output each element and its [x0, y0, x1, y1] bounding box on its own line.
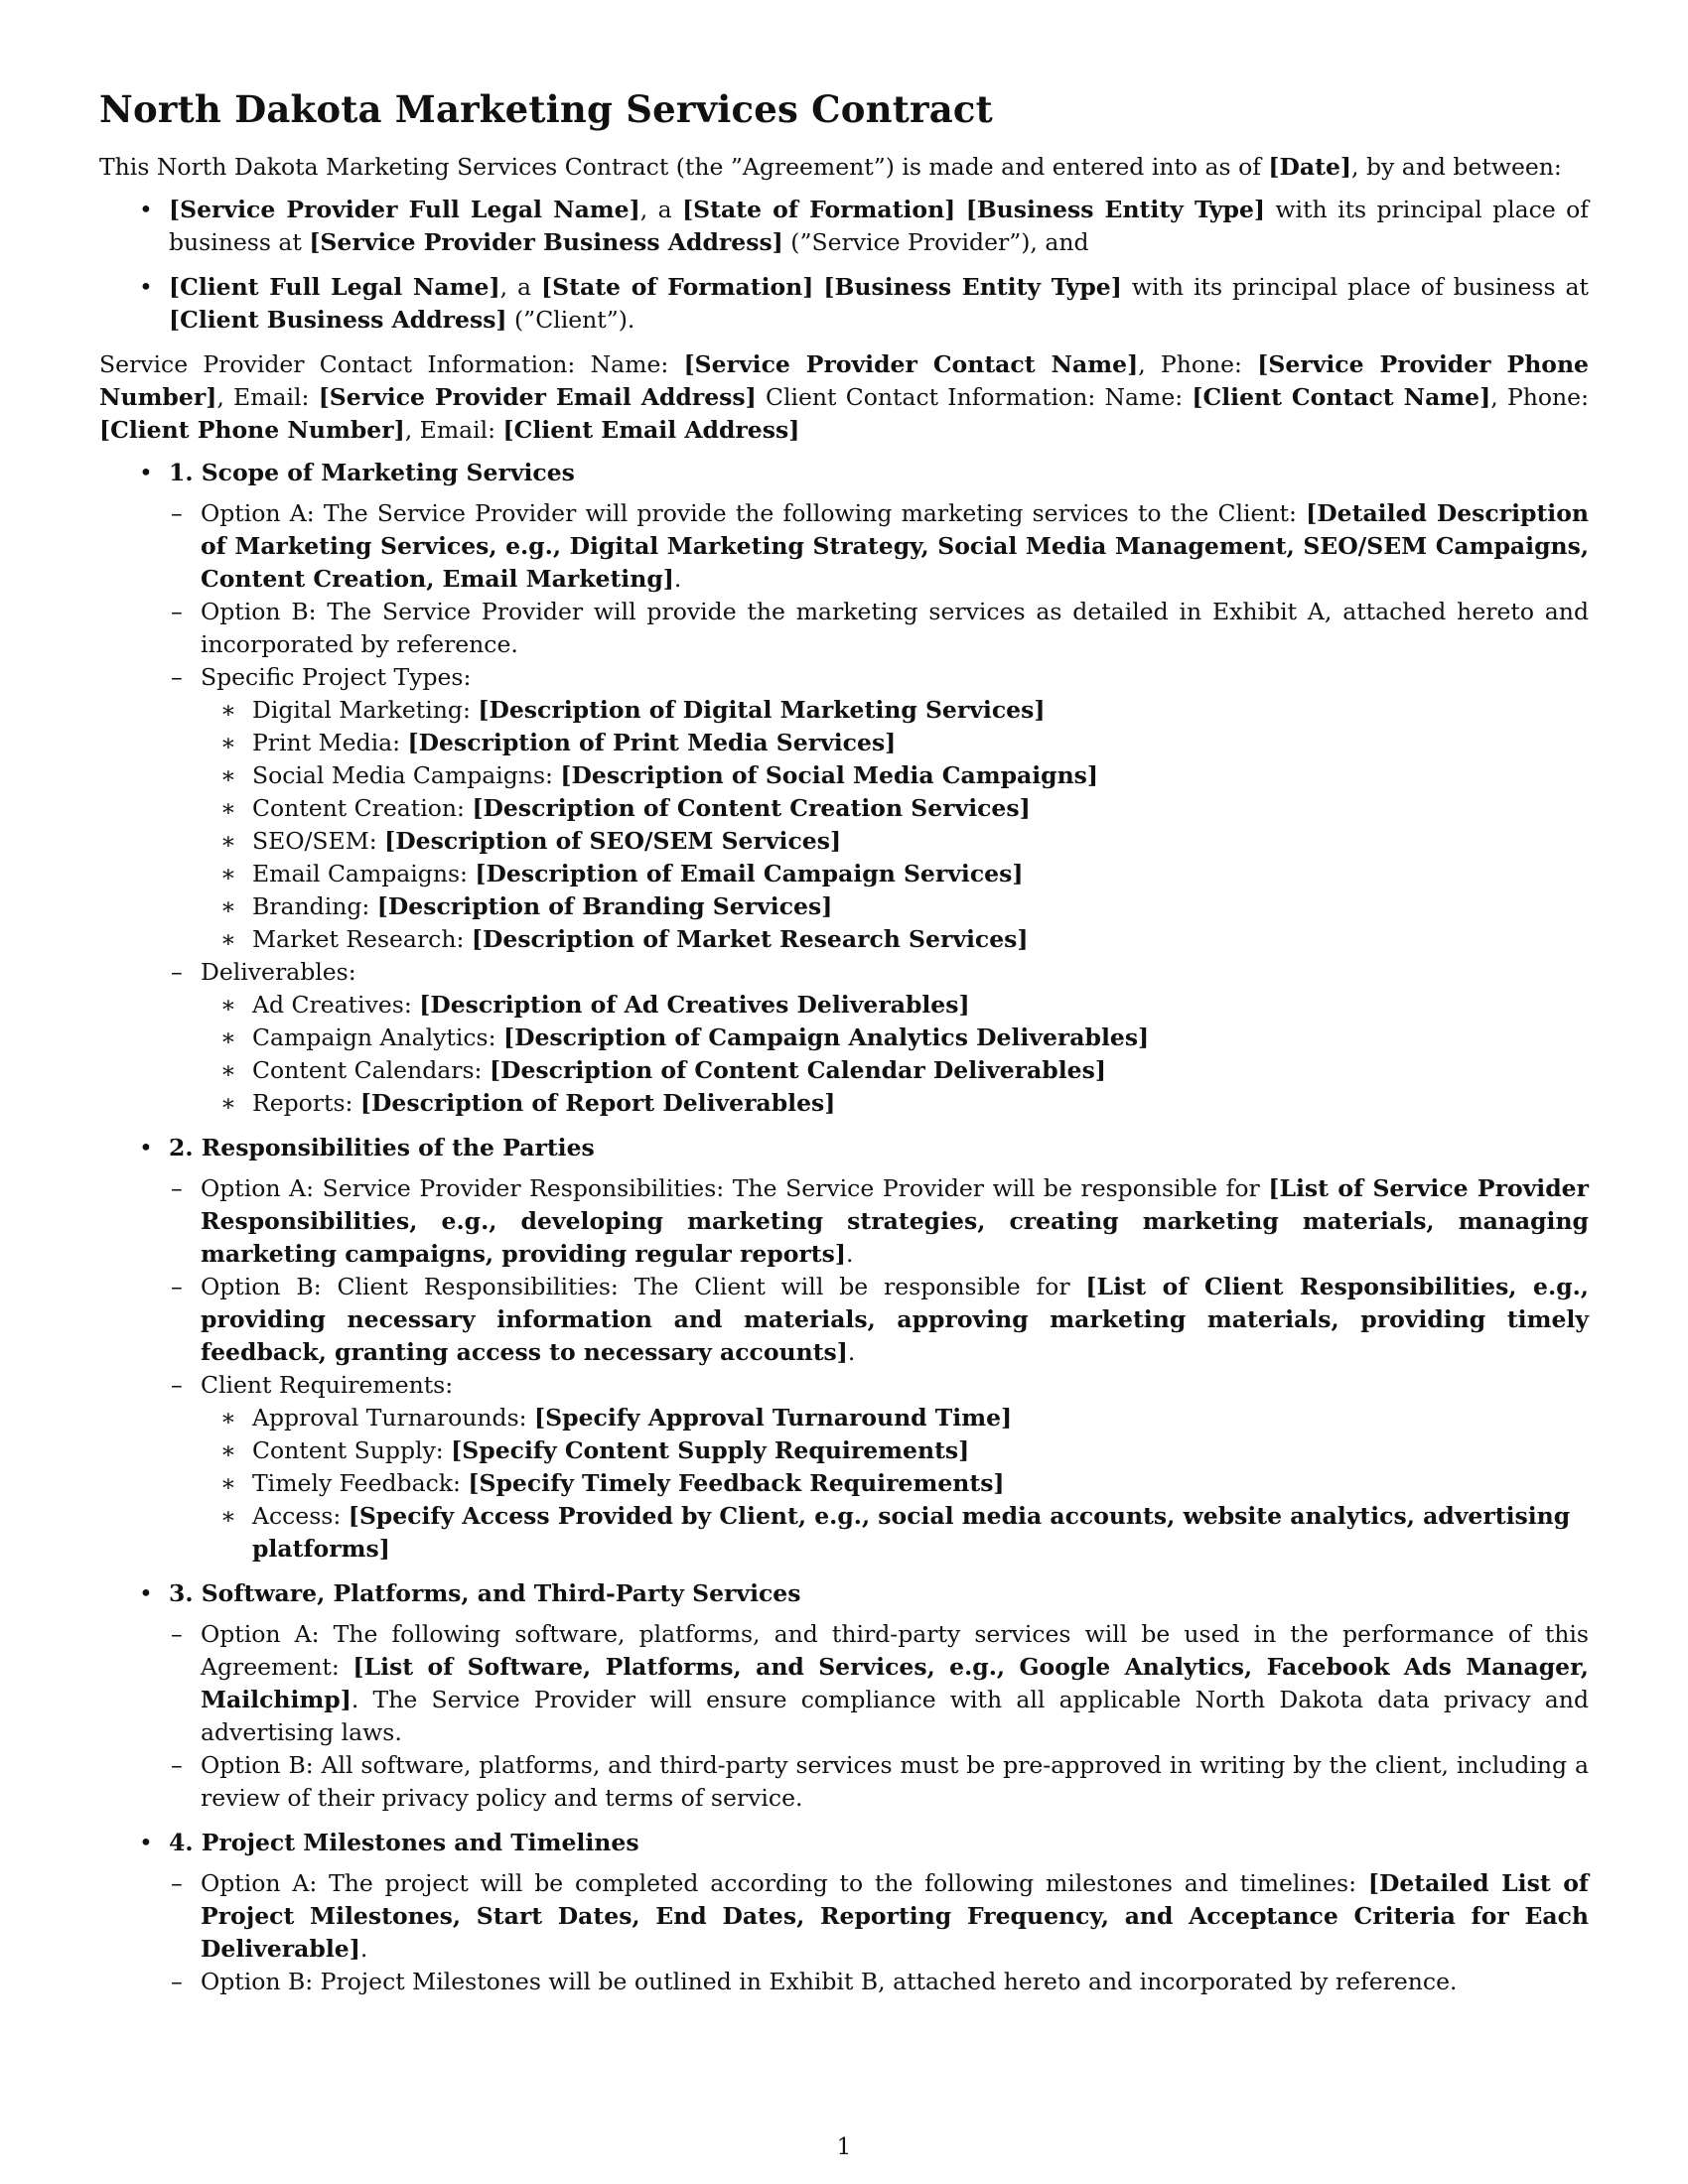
sub-item — [201, 1402, 1589, 1434]
sub-item — [201, 1022, 1589, 1054]
section-option-item — [169, 661, 1589, 956]
placeholder-field: [List of Software, Platforms, and Services, e.g., Google Analytics, Facebook Ads Manager, Mailchimp] — [201, 1653, 1589, 1714]
text-run: Service Provider Contact Information: Name: — [99, 350, 684, 379]
asterisk-icon: ∗ — [220, 1502, 236, 1531]
text-run: Social Media Campaigns: — [252, 761, 561, 790]
section-option-item — [169, 956, 1589, 1120]
placeholder-field: [Specify Access Provided by Client, e.g., social media accounts, website analytics, advertising platforms] — [252, 1502, 1571, 1564]
text-run: This North Dakota Marketing Services Contract (the ”Agreement”) is made and entered into as of — [99, 153, 1269, 182]
section-option-item — [169, 1966, 1589, 1998]
placeholder-field: [Description of Print Media Services] — [407, 729, 897, 757]
text-run: with its principal place of business at — [1121, 273, 1589, 302]
placeholder-field: [Description of Report Deliverables] — [359, 1089, 836, 1118]
text-run: Option A: The following software, platforms, and third-party services will be used in the performance of this Agreement: — [201, 1620, 1589, 1682]
placeholder-field: [Specify Approval Turnaround Time] — [534, 1404, 1013, 1433]
asterisk-icon: ∗ — [220, 761, 236, 790]
text-run: . — [673, 565, 682, 594]
text-run: with its principal place of business at — [169, 196, 1589, 257]
placeholder-field: [Business Entity Type] — [823, 273, 1122, 302]
section-heading: 4. Project Milestones and Timelines — [169, 1829, 639, 1857]
dash-icon: – — [171, 1174, 183, 1203]
party-item — [99, 194, 1589, 259]
text-run: Option B: All software, platforms, and third-party services must be pre-approved in writing by the client, including a review of their privacy policy and terms of service. — [201, 1751, 1589, 1813]
text-run: Option A: The Service Provider will provide the following marketing services to the Client: — [201, 499, 1307, 528]
section-option-item — [169, 596, 1589, 661]
dash-icon: – — [171, 598, 183, 626]
text-run: Specific Project Types: — [201, 663, 472, 692]
text-run: Print Media: — [252, 729, 408, 757]
text-run: Reports: — [252, 1089, 360, 1118]
asterisk-icon: ∗ — [220, 729, 236, 757]
placeholder-field: [Specify Timely Feedback Requirements] — [468, 1469, 1005, 1498]
text-run: . — [359, 1935, 368, 1964]
text-run: (”Service Provider”), and — [782, 228, 1089, 257]
contact-information — [99, 348, 1589, 447]
text-run: (”Client”). — [506, 306, 635, 335]
text-run: Option B: Client Responsibilities: The Client will be responsible for — [201, 1273, 1086, 1301]
sections-list — [99, 457, 1589, 1998]
text-run: Approval Turnarounds: — [252, 1404, 535, 1433]
placeholder-field: [Service Provider Email Address] — [318, 383, 757, 412]
text-run: . The Service Provider will ensure compliance with all applicable North Dakota data privacy and advertising laws. — [201, 1686, 1589, 1747]
section-option-item — [169, 1369, 1589, 1566]
asterisk-icon: ∗ — [220, 794, 236, 823]
placeholder-field: [Service Provider Phone Number] — [99, 350, 1590, 412]
placeholder-field: [Business Entity Type] — [965, 196, 1266, 224]
placeholder-field: [Description of Ad Creatives Deliverables] — [419, 991, 970, 1020]
asterisk-icon: ∗ — [220, 1436, 236, 1465]
text-run: Content Creation: — [252, 794, 473, 823]
text-run: Timely Feedback: — [252, 1469, 469, 1498]
asterisk-icon: ∗ — [220, 892, 236, 921]
sub-item — [201, 1087, 1589, 1120]
text-run: , Phone: — [1138, 350, 1258, 379]
text-run: Branding: — [252, 892, 377, 921]
sub-item — [201, 727, 1589, 759]
bullet-icon: • — [139, 1579, 153, 1608]
section-heading: 3. Software, Platforms, and Third-Party Services — [169, 1579, 801, 1608]
text-run: Campaign Analytics: — [252, 1024, 503, 1052]
text-run: , by and between: — [1351, 153, 1562, 182]
dash-icon: – — [171, 1620, 183, 1649]
placeholder-field: [Detailed Description of Marketing Services, e.g., Digital Marketing Strategy, Social Media Management, SEO/SEM Campaigns, Content Creation, Email Marketing] — [201, 499, 1589, 594]
placeholder-field: [Description of Digital Marketing Services] — [478, 696, 1046, 725]
sub-item — [201, 759, 1589, 792]
asterisk-icon: ∗ — [220, 860, 236, 888]
section-item — [99, 457, 1589, 1120]
placeholder-field: [Description of Social Media Campaigns] — [560, 761, 1099, 790]
text-run — [955, 196, 965, 223]
section-items — [169, 497, 1589, 1120]
placeholder-field: [Client Email Address] — [502, 416, 800, 445]
placeholder-field: [Service Provider Contact Name] — [683, 350, 1139, 379]
placeholder-field: [Description of Branding Services] — [376, 892, 833, 921]
bullet-icon: • — [139, 459, 153, 487]
placeholder-field: [Description of SEO/SEM Services] — [384, 827, 842, 856]
section-option-item — [169, 497, 1589, 596]
bullet-icon: • — [139, 1829, 153, 1857]
placeholder-field: [Description of Content Calendar Deliverables] — [489, 1056, 1106, 1085]
sub-items — [201, 694, 1589, 956]
placeholder-field: [Date] — [1268, 153, 1352, 182]
placeholder-field: [Description of Market Research Services] — [471, 925, 1029, 954]
text-run: Content Calendars: — [252, 1056, 490, 1085]
dash-icon: – — [171, 958, 183, 987]
text-run: Ad Creatives: — [252, 991, 420, 1020]
placeholder-field: [Service Provider Full Legal Name] — [169, 196, 640, 224]
section-item — [99, 1132, 1589, 1566]
text-run: Access: — [252, 1502, 349, 1531]
asterisk-icon: ∗ — [220, 1404, 236, 1433]
text-run: Option A: Service Provider Responsibilities: The Service Provider will be responsible for — [201, 1174, 1269, 1203]
dash-icon: – — [171, 1371, 183, 1400]
section-option-item — [169, 1172, 1589, 1271]
text-run: , Email: — [404, 416, 503, 445]
section-heading: 2. Responsibilities of the Parties — [169, 1134, 595, 1162]
section-option-item — [169, 1271, 1589, 1369]
placeholder-field: [Description of Email Campaign Services] — [475, 860, 1024, 888]
parties-list — [99, 194, 1589, 337]
sub-items — [201, 989, 1589, 1120]
asterisk-icon: ∗ — [220, 696, 236, 725]
placeholder-field: [Client Phone Number] — [99, 416, 405, 445]
sub-item — [201, 890, 1589, 923]
section-option-item — [169, 1618, 1589, 1749]
sub-item — [201, 989, 1589, 1022]
placeholder-field: [Description of Content Creation Services] — [472, 794, 1031, 823]
document-title: North Dakota Marketing Services Contract — [99, 87, 993, 131]
asterisk-icon: ∗ — [220, 1089, 236, 1118]
dash-icon: – — [171, 663, 183, 692]
asterisk-icon: ∗ — [220, 991, 236, 1020]
section-items — [169, 1867, 1589, 1998]
text-run: Option B: The Service Provider will provide the marketing services as detailed in Exhibit A, attached hereto and incorporated by reference. — [201, 598, 1589, 659]
text-run: , a — [499, 273, 542, 302]
sub-item — [201, 694, 1589, 727]
sub-item — [201, 1054, 1589, 1087]
bullet-icon: • — [139, 1134, 153, 1162]
section-option-item — [169, 1749, 1589, 1815]
section-item — [99, 1577, 1589, 1815]
asterisk-icon: ∗ — [220, 925, 236, 954]
dash-icon: – — [171, 1273, 183, 1301]
section-items — [169, 1172, 1589, 1566]
placeholder-field: [Client Full Legal Name] — [169, 273, 500, 302]
text-run — [813, 273, 823, 301]
sub-item — [201, 923, 1589, 956]
intro-paragraph — [99, 151, 1589, 184]
text-run: . — [846, 1240, 854, 1269]
placeholder-field: [State of Formation] — [541, 273, 814, 302]
asterisk-icon: ∗ — [220, 827, 236, 856]
placeholder-field: [Service Provider Business Address] — [309, 228, 783, 257]
text-run: Option A: The project will be completed according to the following milestones and timelines: — [201, 1869, 1368, 1898]
text-run: Content Supply: — [252, 1436, 452, 1465]
party-item — [99, 271, 1589, 337]
page-number: 1 — [836, 2134, 852, 2160]
placeholder-field: [Detailed List of Project Milestones, Start Dates, End Dates, Reporting Frequency, and Acceptance Criteria for Each Deliverable] — [201, 1869, 1590, 1964]
text-run: SEO/SEM: — [252, 827, 385, 856]
placeholder-field: [List of Client Responsibilities, e.g., providing necessary information and materials, approving marketing materials, providing timely feedback, granting access to necessary accounts] — [201, 1273, 1589, 1367]
text-run: , Email: — [216, 383, 319, 412]
placeholder-field: [Description of Campaign Analytics Deliverables] — [502, 1024, 1150, 1052]
text-run: Email Campaigns: — [252, 860, 476, 888]
sub-items — [201, 1402, 1589, 1566]
dash-icon: – — [171, 1968, 183, 1996]
dash-icon: – — [171, 1869, 183, 1898]
sub-item — [201, 792, 1589, 825]
section-option-item — [169, 1867, 1589, 1966]
text-run: Client Contact Information: Name: — [756, 383, 1193, 412]
bullet-icon: • — [139, 273, 153, 302]
sub-item — [201, 825, 1589, 858]
section-item — [99, 1827, 1589, 1998]
asterisk-icon: ∗ — [220, 1469, 236, 1498]
sub-item — [201, 1434, 1589, 1467]
placeholder-field: [Client Business Address] — [169, 306, 507, 335]
placeholder-field: [List of Service Provider Responsibilities, e.g., developing marketing strategies, creating marketing materials, managing marketing campaigns, providing regular reports] — [201, 1174, 1589, 1269]
section-items — [169, 1618, 1589, 1815]
text-run: Market Research: — [252, 925, 472, 954]
text-run: Client Requirements: — [201, 1371, 454, 1400]
asterisk-icon: ∗ — [220, 1024, 236, 1052]
sub-item — [201, 1467, 1589, 1500]
bullet-icon: • — [139, 196, 153, 224]
dash-icon: – — [171, 499, 183, 528]
placeholder-field: [State of Formation] — [682, 196, 956, 224]
section-heading: 1. Scope of Marketing Services — [169, 459, 575, 487]
placeholder-field: [Client Contact Name] — [1192, 383, 1491, 412]
text-run: . — [847, 1338, 856, 1367]
text-run: Deliverables: — [201, 958, 356, 987]
dash-icon: – — [171, 1751, 183, 1780]
asterisk-icon: ∗ — [220, 1056, 236, 1085]
text-run: , Phone: — [1490, 383, 1589, 412]
text-run: Digital Marketing: — [252, 696, 479, 725]
placeholder-field: [Specify Content Supply Requirements] — [451, 1436, 970, 1465]
text-run: , a — [639, 196, 683, 224]
sub-item — [201, 1500, 1589, 1566]
text-run: Option B: Project Milestones will be outlined in Exhibit B, attached hereto and incorporated by reference. — [201, 1968, 1458, 1996]
sub-item — [201, 858, 1589, 890]
